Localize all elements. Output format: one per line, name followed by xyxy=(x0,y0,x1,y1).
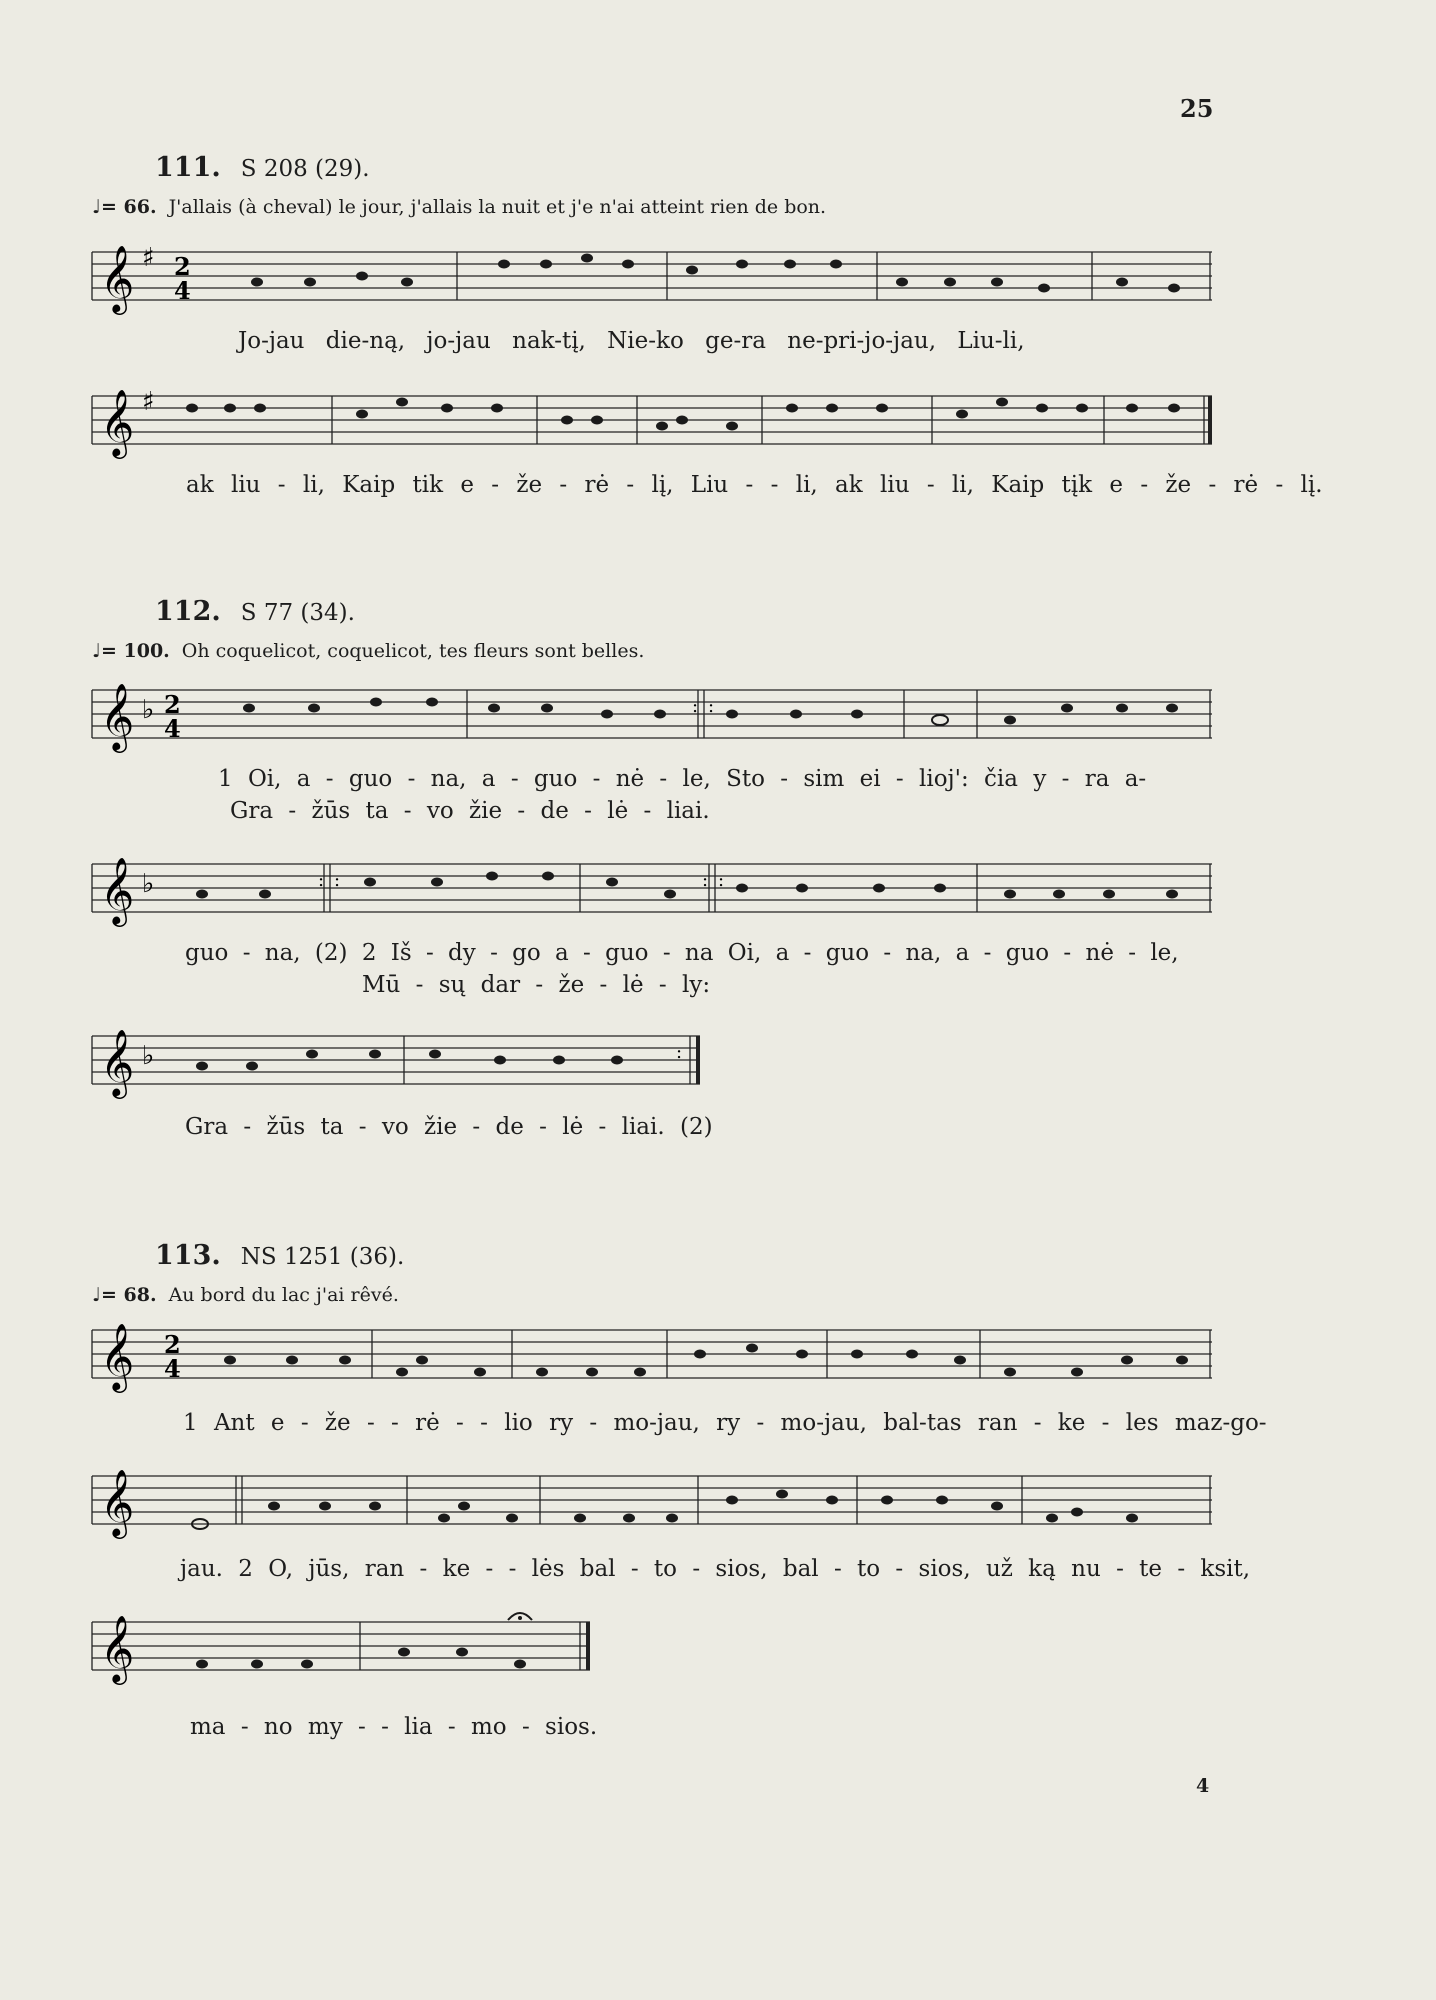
song-number: 112. xyxy=(155,596,221,627)
lyrics-113-3: ma - no my - - lia - mo - sios. xyxy=(190,1714,598,1740)
staff-112-3 xyxy=(92,1022,712,1112)
song-111-heading xyxy=(155,152,370,183)
treble-clef-icon: 𝄞 xyxy=(100,1028,135,1096)
treble-clef-icon: 𝄞 xyxy=(100,388,135,456)
song-reference: S 208 (29). xyxy=(240,156,370,182)
french-title: J'allais (à cheval) le jour, j'allais la nuit et j'e n'ai atteint rien de bon. xyxy=(168,196,827,218)
staff-111-2 xyxy=(92,382,1212,472)
lyrics-112-1b: Gra - žūs ta - vo žie - de - lė - liai. xyxy=(230,798,710,824)
treble-clef-icon: 𝄞 xyxy=(100,1322,135,1390)
svg-text::: : xyxy=(702,870,709,891)
time-sig-top: 2 xyxy=(164,1330,181,1359)
song-number: 113. xyxy=(155,1240,221,1271)
notes xyxy=(251,254,1180,293)
time-sig-top: 2 xyxy=(164,690,181,719)
staff-112-2 xyxy=(92,850,1212,940)
signature-mark: 4 xyxy=(1196,1775,1210,1797)
lyrics-112-1: 1 Oi, a - guo - na, a - guo - nė - le, Sto - sim ei - lioj': čia y - ra a- xyxy=(218,766,1147,792)
song-112-tempo: ♩= 100. Oh coquelicot, coquelicot, tes fleurs sont belles. xyxy=(92,640,645,662)
svg-text::: : xyxy=(318,870,325,891)
treble-clef-icon: 𝄞 xyxy=(100,856,135,924)
quarter-note-icon: ♩ xyxy=(92,640,101,662)
treble-clef-icon: 𝄞 xyxy=(100,682,135,750)
french-title: Oh coquelicot, coquelicot, tes fleurs sont belles. xyxy=(181,640,645,662)
flat-icon: ♭ xyxy=(142,869,155,899)
quarter-note-icon: ♩ xyxy=(92,1284,101,1306)
lyrics-112-2b: Mū - sų dar - že - lė - ly: xyxy=(362,972,711,998)
notes xyxy=(186,398,1180,431)
time-sig-bottom: 4 xyxy=(164,714,181,743)
lyrics-113-2: jau. 2 O, jūs, ran - ke - - lės bal - to - sios, bal - to - sios, už ką nu - te - ksit, xyxy=(180,1556,1251,1582)
sharp-icon: ♯ xyxy=(142,387,155,417)
page-number: 25 xyxy=(1180,94,1214,123)
lyrics-112-3: Gra - žūs ta - vo žie - de - lė - liai. (2) xyxy=(185,1114,713,1140)
song-113-heading xyxy=(155,1240,404,1271)
song-111-tempo: ♩= 66. J'allais (à cheval) le jour, j'allais la nuit et j'e n'ai atteint rien de bon. xyxy=(92,196,827,218)
time-sig-bottom: 4 xyxy=(174,276,191,305)
flat-icon: ♭ xyxy=(142,1041,155,1071)
song-reference: S 77 (34). xyxy=(240,600,355,626)
staff-111-1 xyxy=(92,238,1212,328)
song-reference: NS 1251 (36). xyxy=(240,1244,405,1270)
notes xyxy=(224,1344,1188,1377)
sharp-icon: ♯ xyxy=(142,243,155,273)
lyrics-113-1: 1 Ant e - že - - rė - - lio ry - mo-jau, ry - mo-jau, bal-tas ran - ke - les maz-go- xyxy=(183,1410,1267,1436)
svg-text::: : xyxy=(692,696,699,717)
staff-113-3 xyxy=(92,1608,612,1698)
song-112-heading xyxy=(155,596,355,627)
treble-clef-icon: 𝄞 xyxy=(100,244,135,312)
notes xyxy=(192,1490,1138,1530)
quarter-note-icon: ♩ xyxy=(92,196,101,218)
time-sig-top: 2 xyxy=(174,252,191,281)
staff-113-1 xyxy=(92,1316,1212,1406)
svg-text::: : xyxy=(676,1042,683,1063)
staff-113-2 xyxy=(92,1462,1212,1552)
flat-icon: ♭ xyxy=(142,695,155,725)
svg-text::: : xyxy=(708,696,715,717)
staff-112-1 xyxy=(92,676,1212,766)
time-sig-bottom: 4 xyxy=(164,1354,181,1383)
lyrics-111-2: ak liu - li, Kaip tik e - že - rė - lį, Liu - - li, ak liu - li, Kaip tįk e - že - rė - lį. xyxy=(186,472,1323,498)
song-113-tempo: ♩= 68. Au bord du lac j'ai rêvé. xyxy=(92,1284,399,1306)
svg-text::: : xyxy=(334,870,341,891)
svg-text::: : xyxy=(718,870,725,891)
french-title: Au bord du lac j'ai rêvé. xyxy=(168,1284,399,1306)
song-number: 111. xyxy=(155,152,221,183)
lyrics-112-2: guo - na, (2) 2 Iš - dy - go a - guo - na Oi, a - guo - na, a - guo - nė - le, xyxy=(185,940,1179,966)
treble-clef-icon: 𝄞 xyxy=(100,1468,135,1536)
treble-clef-icon: 𝄞 xyxy=(100,1614,135,1682)
lyrics-111-1: Jo-jau die-ną, jo-jau nak-tį, Nie-ko ge-ra ne-pri-jo-jau, Liu-li, xyxy=(238,328,1025,354)
